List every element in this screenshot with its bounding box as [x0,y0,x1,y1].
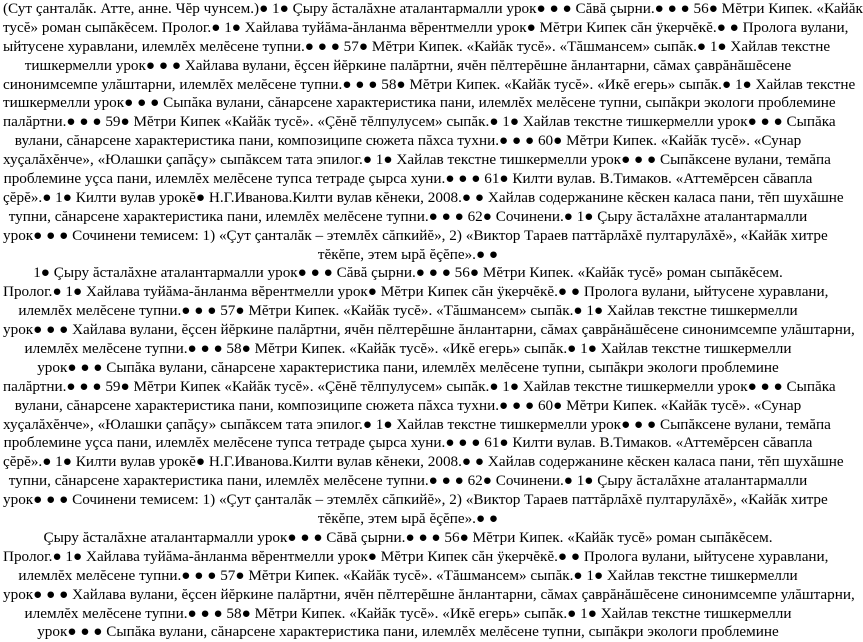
text-line: тишкермелли урок● ● ● Сыпăка вулани, сăнарсене характеристика пани, илемлĕх мелĕсене тупни, сыпăкри экологи проблемине [3,94,836,112]
text-line: тĕкĕпе, этем ырă ĕçĕпе».● ● [317,510,499,528]
text-line: урок● ● ● Хайлава вулани, ĕçсен йĕркине палăртни, ячĕн пĕлтерĕшне ăнлантарни, сăмах çаврăнăшĕсене синонимсемпе улăштарни, [3,585,855,603]
text-line: ыйтусене хуравлани, илемлĕх мелĕсене тупни.● ● ● 57● Мĕтри Кипек. «Кайăк тусĕ». «Тăшмансем» сыпăк.● 1● Хайлав текстне [3,37,831,55]
text-line: палăртни.● ● ● 59● Мĕтри Кипек «Кайăк тусĕ». «Çĕнĕ тĕлпулусем» сыпăк.● 1● Хайлав текстне тишкермелли урок● ● ● Сыпăка [3,113,836,131]
text-line: илемлĕх мелĕсене тупни.● ● ● 58● Мĕтри Кипек. «Кайăк тусĕ». «Икĕ егерь» сыпăк.● 1● Хайлав текстне тишкермелли [24,604,792,622]
text-line: Пролог.● 1● Хайлава туйăма-ăнланма вĕрентмелли урок● Мĕтри Кипек сăн ÿкерчĕкĕ.● ● Пролога вулани, ыйтусене хуравлани, [3,547,829,565]
text-line: Çыру ăсталăхне аталантармалли урок● ● ● Сăвă çырни.● ● ● 56● Мĕтри Кипек. «Кайăк тусĕ» роман сыпăкĕсем. [43,528,773,546]
text-line: 1● Çыру ăсталăхне аталантармалли урок● ● ● Сăвă çырни.● ● ● 56● Мĕтри Кипек. «Кайăк тусĕ» роман сыпăкĕсем. [33,264,783,282]
text-line: хуçалăхĕнче», «Юлашки çапăçу» сыпăксем тата эпилог.● 1● Хайлав текстне тишкермелли урок● ● ● Сыпăксене вулани, темăпа [3,415,831,433]
text-line: вулани, сăнарсене характеристика пани, композиципе сюжета пăхса тухни.● ● ● 60● Мĕтри Кипек. «Кайăк тусĕ». «Сунар [14,132,802,150]
text-line: урок● ● ● Сочинени темисем: 1) «Çут çанталăк – этемлĕх сăпкийĕ», 2) «Виктор Тараев паттăрлăхĕ пултарулăхĕ», «Кайăк хитре [3,491,828,509]
text-line: палăртни.● ● ● 59● Мĕтри Кипек «Кайăк тусĕ». «Çĕнĕ тĕлпулусем» сыпăк.● 1● Хайлав текстне тишкермелли урок● ● ● Сыпăка [3,377,836,395]
text-line: çĕрĕ».● 1● Килти вулав урокĕ● Н.Г.Иванова.Килти вулав кĕнеки, 2008.● ● Хайлав содержанине кĕскен каласа пани, тĕп шухăшне [3,453,844,471]
text-line: тупни, сăнарсене характеристика пани, илемлĕх мелĕсене тупни.● ● ● 62● Сочинени.● 1● Çыру ăсталăхне аталантармалли [8,472,808,490]
text-line: вулани, сăнарсене характеристика пани, композиципе сюжета пăхса тухни.● ● ● 60● Мĕтри Кипек. «Кайăк тусĕ». «Сунар [14,396,802,414]
text-line: проблемине уçса пани, илемлĕх мелĕсене тупса тетраде çырса хуни.● ● ● 61● Килти вулав. В.Тимаков. «Аттемĕрсен сăвапла [3,170,813,188]
text-line: урок● ● ● Сыпăка вулани, сăнарсене характеристика пани, илемлĕх мелĕсене тупни, сыпăкри экологи проблемине [37,623,779,641]
text-line: илемлĕх мелĕсене тупни.● ● ● 57● Мĕтри Кипек. «Кайăк тусĕ». «Тăшмансем» сыпăк.● 1● Хайлав текстне тишкермелли [18,566,798,584]
text-line: (Сут çанталăк. Атте, анне. Чĕр чунсем.)● 1● Çыру ăсталăхне аталантармалли урок● ● ● Сăвă çырни.● ● ● 56● Мĕтри Кипек. «Кайăк [3,0,863,17]
text-line: урок● ● ● Сыпăка вулани, сăнарсене характеристика пани, илемлĕх мелĕсене тупни, сыпăкри экологи проблемине [37,358,779,376]
text-line: тĕкĕпе, этем ырă ĕçĕпе».● ● [317,245,499,263]
text-line: урок● ● ● Хайлава вулани, ĕçсен йĕркине палăртни, ячĕн пĕлтерĕшне ăнлантарни, сăмах çаврăнăшĕсене синонимсемпе улăштарни, [3,321,855,339]
text-line: тупни, сăнарсене характеристика пани, илемлĕх мелĕсене тупни.● ● ● 62● Сочинени.● 1● Çыру ăсталăхне аталантармалли [8,207,808,225]
text-line: тусĕ» роман сыпăкĕсем. Пролог.● 1● Хайлава туйăма-ăнланма вĕрентмелли урок● Мĕтри Кипек сăн ÿкерчĕкĕ.● ● Пролога вулани, [3,18,849,36]
text-line: тишкермелли урок● ● ● Хайлава вулани, ĕçсен йĕркине палăртни, ячĕн пĕлтерĕшне ăнлантарни, сăмах çаврăнăшĕсене [24,56,792,74]
text-line: проблемине уçса пани, илемлĕх мелĕсене тупса тетраде çырса хуни.● ● ● 61● Килти вулав. В.Тимаков. «Аттемĕрсен сăвапла [3,434,813,452]
text-line: синонимсемпе улăштарни, илемлĕх мелĕсене тупни.● ● ● 58● Мĕтри Кипек. «Кайăк тусĕ». «Икĕ егерь» сыпăк.● 1● Хайлав текстне [3,75,856,93]
text-line: илемлĕх мелĕсене тупни.● ● ● 57● Мĕтри Кипек. «Кайăк тусĕ». «Тăшмансем» сыпăк.● 1● Хайлав текстне тишкермелли [18,302,798,320]
text-line: хуçалăхĕнче», «Юлашки çапăçу» сыпăксем тата эпилог.● 1● Хайлав текстне тишкермелли урок● ● ● Сыпăксене вулани, темăпа [3,151,831,169]
text-line: çĕрĕ».● 1● Килти вулав урокĕ● Н.Г.Иванова.Килти вулав кĕнеки, 2008.● ● Хайлав содержанине кĕскен каласа пани, тĕп шухăшне [3,188,844,206]
text-line: Пролог.● 1● Хайлава туйăма-ăнланма вĕрентмелли урок● Мĕтри Кипек сăн ÿкерчĕкĕ.● ● Пролога вулани, ыйтусене хуравлани, [3,283,829,301]
text-line: илемлĕх мелĕсене тупни.● ● ● 58● Мĕтри Кипек. «Кайăк тусĕ». «Икĕ егерь» сыпăк.● 1● Хайлав текстне тишкермелли [24,340,792,358]
text-line: урок● ● ● Сочинени темисем: 1) «Çут çанталăк – этемлĕх сăпкийĕ», 2) «Виктор Тараев паттăрлăхĕ пултарулăхĕ», «Кайăк хитре [3,226,828,244]
